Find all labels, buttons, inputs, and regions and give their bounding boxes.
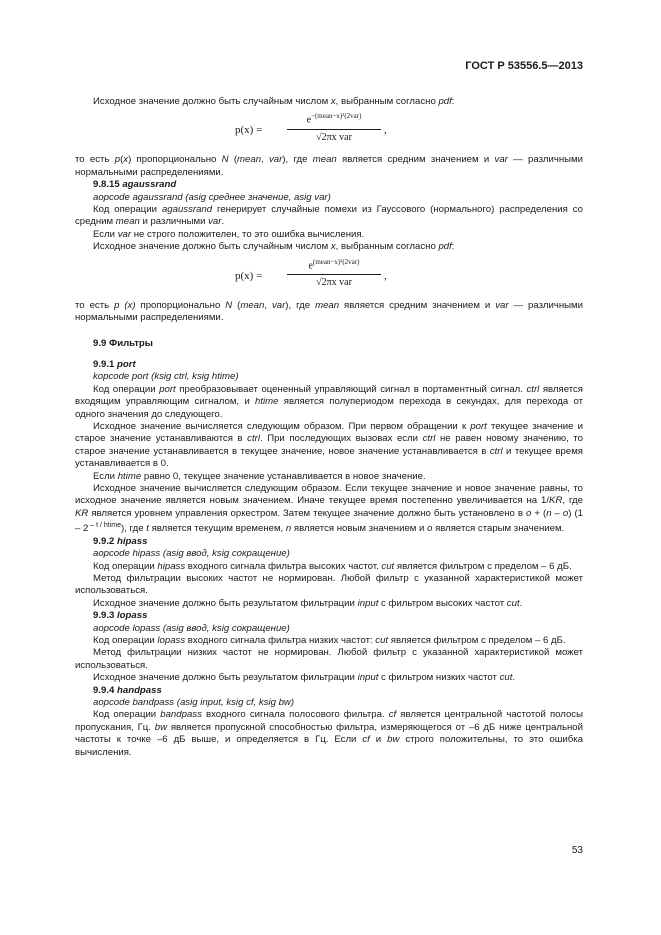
text-run: Исходное значение должно быть результатом фильтрации [93,597,358,609]
text-run: является уровнем управления оркестром. Затем текущее значение должно быть установлено в [88,507,527,519]
text-run: , выбранным согласно [335,241,439,253]
text-run: . При последующих вызовах если [259,433,423,445]
paragraph [75,548,583,560]
formula-fraction [287,256,381,290]
text-run: — различными нормальными распределениями. [75,299,584,324]
text-run: aopcode agaussrand (asig среднее значение, asig var) [93,191,331,203]
text-run: N [225,299,233,311]
text-run: : [451,241,455,253]
text-run: : [451,96,455,107]
text-run: mean [240,299,265,311]
paragraph [75,709,583,759]
text-run: var [117,228,132,240]
text-run: – t / htime [88,522,122,530]
text-run: var [268,154,283,166]
paragraph: Метод фильтрации высоких частот не нормирован. Любой фильтр с указанной характеристикой может использоваться. [75,572,583,597]
text-run: ) (1 – 2 [75,507,583,535]
text-run: mean [237,154,262,166]
text-run: 9.9.2 [93,535,118,547]
text-run: ), где [282,154,313,166]
text-run: bw [154,721,168,733]
text-run: + ( [531,507,547,519]
text-run: то есть [75,299,115,311]
paragraph [75,300,583,325]
text-run: bandpass [160,709,202,721]
text-run: port [470,420,487,432]
text-run: x [330,241,336,253]
text-run: lopass [117,610,148,622]
formula-numerator [287,110,381,130]
text-run: x [330,96,336,107]
text-run: cut [381,560,395,572]
text-run: 9.9.3 [93,610,118,622]
text-run: является пропускной способностью фильтра, измеряющегося от –6 дБ ниже центральной частоты к точке –6 дБ выше, и определяется в Гц. Если [75,721,583,746]
paragraph [75,154,583,179]
formula-lhs: p(x) = [235,269,263,282]
text-run: N [221,154,229,166]
text-run: и различными [139,216,209,228]
text-run: aopcode lopass (asig ввод, ksig сокращение) [93,622,290,634]
text-run: является центральной частотой полосы пропускания, Гц. [75,709,583,733]
text-run: Если [93,470,118,482]
text-run: 9.8.15 [93,179,123,191]
text-run: var [271,299,286,311]
text-run: и [369,734,388,746]
formula-comma: , [384,124,387,137]
text-run: p [114,154,121,166]
text-run: ( [120,154,124,166]
text-run: htime [117,470,142,482]
text-run: пропорционально [135,299,226,311]
text-run: , [264,299,272,311]
text-run: – [551,507,563,519]
text-run: является фильтром с пределом – 6 дБ. [394,560,572,572]
paragraph [75,384,583,421]
text-run: с фильтром высоких частот [378,597,507,609]
section-heading [75,179,583,191]
paragraph [75,623,583,635]
text-run: Исходное значение вычисляется следующим образом. Если текущее значение и новое значение равны, то исходное значение является новым значением. Иначе текущее время постепенно увеличивается на 1/ [75,482,583,507]
text-run: является фильтром с пределом – 6 дБ. [388,635,566,646]
text-run: htime [255,396,279,408]
text-run: , выбранным согласно [335,96,439,107]
text-run: ctrl [247,433,260,445]
text-run: var [208,216,222,228]
text-run: . [519,597,523,609]
text-run: не равен новому значению, то старое значение устанавливается в текущее значение, новое значение устанавливается в [75,433,583,457]
text-run: o [526,507,532,519]
text-run: является старым значением. [432,523,565,535]
text-run: Код операции [93,709,161,721]
paragraph [75,561,583,573]
section-heading [75,610,583,622]
text-run: является полупериодом перехода в секундах, для перехода от одного значения до следующего. [75,396,583,420]
text-run: Исходное значение должно быть результатом фильтрации [93,672,358,684]
formula-2 [75,254,583,300]
text-run: — различными нормальными распределениями. [75,154,583,178]
paragraph [75,672,583,684]
section-heading: 9.9 Фильтры [93,338,153,350]
document-body [75,96,583,759]
text-run: −(mean−x)²(2var) [311,112,362,121]
text-run: cf [362,734,370,746]
paragraph [75,241,583,253]
text-run: является средним значением и [339,299,496,311]
text-run: , [261,154,269,166]
text-run: . [512,672,516,684]
text-run: не строго положителен, то это ошибка вычисления. [131,228,365,240]
text-run: pdf [438,96,452,107]
text-run: , где [562,495,583,507]
text-run: aopcode hipass (asig ввод, ksig сокращение) [93,548,290,560]
text-run: aopcode bandpass (asig input, ksig cf, ksig bw) [93,697,295,709]
page-number: 53 [571,845,583,856]
text-run: Код операции [93,204,162,216]
formula-denominator: √2πx var [316,132,352,144]
text-run: e [308,259,313,271]
document-id: ГОСТ Р 53556.5—2013 [465,60,583,72]
text-run: cf [388,709,397,721]
text-run: Код операции [93,383,160,395]
paragraph [75,204,583,229]
text-run: входного сигнала полосового фильтра. [201,709,389,721]
text-run: hipass [157,560,186,572]
text-run: входного сигнала фильтра высоких частот. [185,560,382,572]
paragraph [75,598,583,610]
text-run: генерирует случайные помехи из Гауссового (нормального) распределения со средним [75,204,583,228]
text-run: kopcode port (ksig ctrl, ksig htime) [93,371,239,383]
text-run: x [123,154,129,166]
text-run: pdf [438,241,452,253]
section-heading [75,536,583,548]
text-run: Исходное значение должно быть случайным числом [93,241,331,253]
text-run: ) пропорционально [128,154,222,166]
formula-denominator: √2πx var [316,277,352,289]
text-run: то есть [75,154,115,166]
text-run: agaussrand [161,204,213,216]
text-run: bw [387,734,400,746]
paragraph [75,421,583,471]
text-run: ctrl [489,445,503,457]
text-run: ), где [285,299,316,311]
formula-numerator [287,256,381,276]
text-run: hipass [117,535,148,547]
text-run: cut [499,672,513,684]
text-run: является входящим управляющим сигналом, и [75,383,583,408]
text-run: является новым значением и [291,523,428,535]
paragraph [75,697,583,709]
text-run: 9.9.1 [93,358,118,370]
paragraph [75,483,583,536]
paragraph [75,229,583,241]
text-run: port [159,383,176,395]
text-run: является средним значением и [336,154,495,166]
text-run: и текущее время устанавливается в 0. [75,445,583,470]
formula-1 [75,108,583,154]
text-run: n [285,523,292,535]
text-run: KR [75,507,89,519]
text-run: . [221,216,225,228]
text-run: mean [315,299,340,311]
paragraph: Метод фильтрации низких частот не нормирован. Любой фильтр с указанной характеристикой может использоваться. [75,647,583,671]
text-run: Код операции [93,635,158,646]
paragraph [75,371,583,383]
paragraph [75,96,583,108]
paragraph [75,471,583,483]
text-run: cut [375,635,389,646]
text-run: равно 0, текущее значение устанавливается в новое значение. [141,470,426,482]
formula-fraction [287,110,381,144]
text-run: ), где [121,523,147,535]
text-run: является текущим временем, [148,523,286,535]
formula-comma: , [384,269,387,282]
text-run: port [117,358,136,370]
text-run: Исходное значение вычисляется следующим образом. При первом обращении к [93,420,471,432]
text-run: input [357,597,379,609]
text-run: input [357,672,379,684]
text-run: agaussrand [122,179,177,191]
text-run: ctrl [526,383,540,395]
text-run: строго положительны, то это ошибка вычисления. [75,734,583,758]
section-heading [75,685,583,697]
text-run: n [546,507,552,519]
text-run: Код операции [93,560,158,572]
text-run: ctrl [422,433,436,445]
text-run: Исходное значение должно быть случайным числом [93,96,331,107]
text-run: handpass [117,684,162,696]
formula-lhs: p(x) = [235,124,263,137]
text-run: преобразовывает оцененный управляющий сигнал в портаментный сигнал. [175,383,527,395]
section-heading [75,359,583,371]
text-run: ( [232,299,241,311]
paragraph [75,635,583,647]
text-run: 9.9.4 [93,684,118,696]
text-run: e [306,114,312,126]
paragraph [75,192,583,204]
text-run: mean [115,216,140,228]
text-run: входного сигнала фильтра низких частот: [185,635,376,646]
text-run: Если [93,228,118,240]
text-run: var [494,154,508,166]
text-run: mean [312,154,337,166]
text-run: KR [549,495,563,507]
text-run: p (x) [114,299,136,311]
text-run: ( [228,154,238,166]
text-run: cut [506,597,520,609]
text-run: с фильтром низких частот [378,672,500,684]
text-run: var [495,299,509,311]
text-run: o [427,523,433,535]
text-run: lopass [157,635,186,646]
text-run: o [562,507,569,519]
text-run: (mean−x)²(2var) [312,257,360,266]
text-run: текущее значение и старое значение устанавливаются в [75,420,583,445]
text-run: t [146,523,149,535]
